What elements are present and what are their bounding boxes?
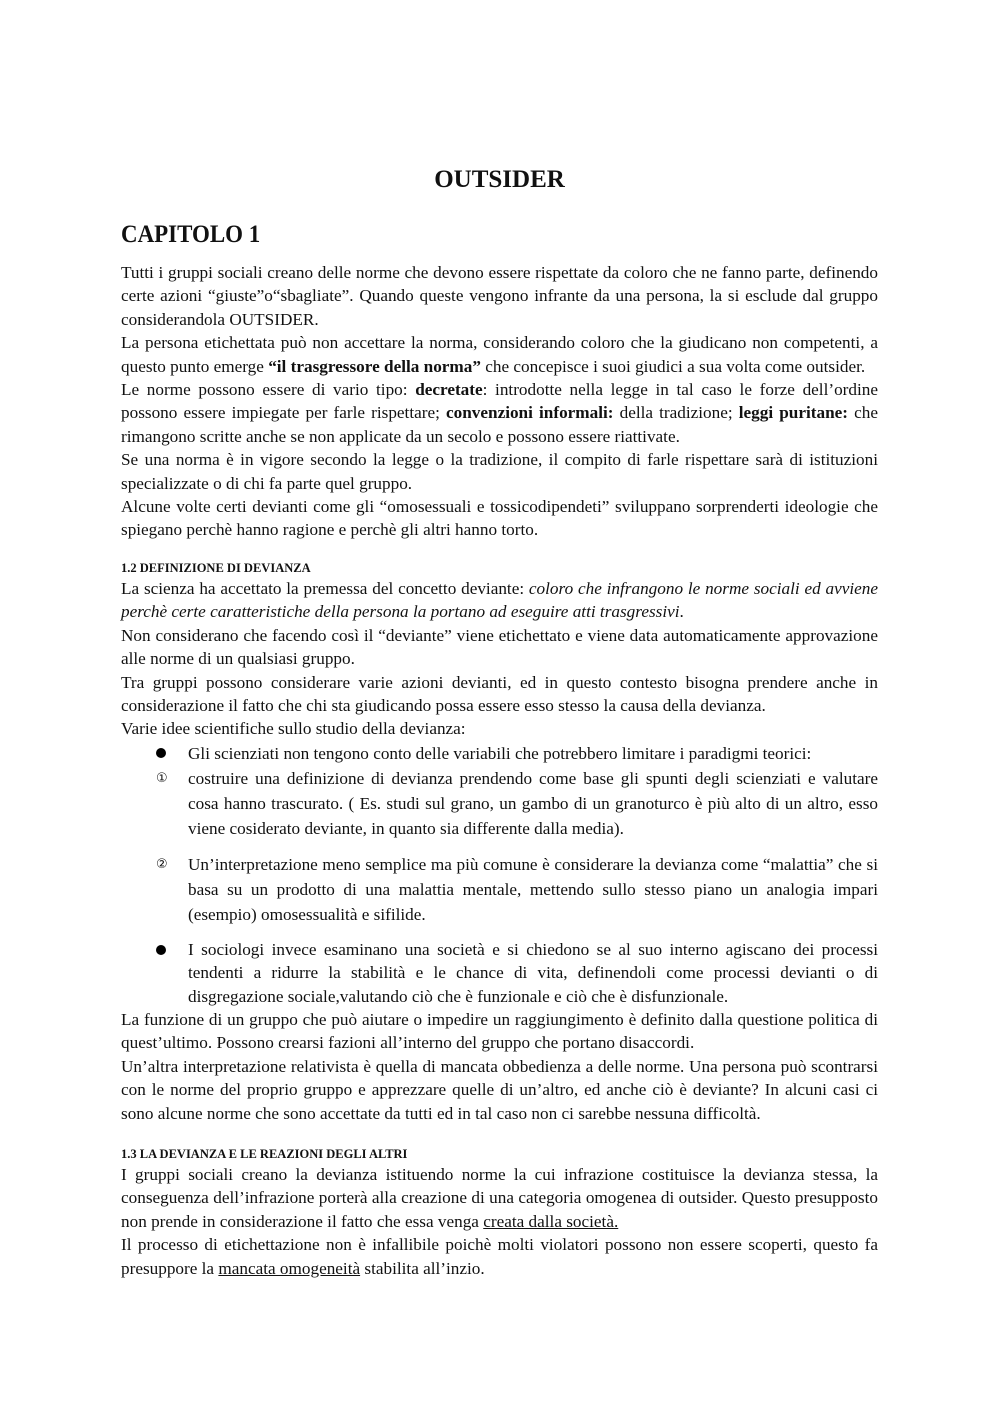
text-run: Le norme possono essere di vario tipo: [121, 380, 416, 400]
list-item-text: costruire una definizione di devianza prendendo come base gli spunti degli scienziati e valutare cosa hanno trascurato. ( Es. studi sul grano, un gambo di un granoturco è più alto di un altro, esso viene cosiderato deviante, in quanto sia differente dalla media). [188, 768, 878, 838]
text-run: I gruppi sociali creano la devianza istituendo norme la cui infrazione costituisce la devianza stessa, la conseguenza dell’infrazione porterà alla creazione di una categoria omogenea di outsider. Questo presupposto non prende in considerazione il fatto che essa venga [121, 1165, 878, 1231]
bullet-icon [156, 945, 166, 955]
text-run: : introdotte nella legge in tal caso le forze dell’ordine possono essere impiegate per farle rispettare; [121, 380, 878, 423]
text-run: Il processo di etichettazione non è infallibile poichè molti violatori possono non essere scoperti, questo fa presuppore la [121, 1235, 878, 1278]
text-run: . [679, 602, 684, 622]
section-1-3 [121, 1146, 878, 1280]
document-title: OUTSIDER [434, 166, 565, 193]
chapter-heading: CAPITOLO 1 [121, 219, 261, 248]
bold-term-convenzioni: convenzioni informali: [446, 403, 614, 423]
section3-paragraph-2 [121, 1233, 878, 1280]
section2-paragraph-4: Varie idee scientifiche sullo studio della devianza: [121, 719, 466, 739]
list-item-text: I sociologi invece esaminano una società e si chiedono se al suo interno agiscano dei processi tendenti a ridurre la stabilità e le chance di vita, definendoli come processi devianti o di disgregazione sociale,valutando ciò che è funzionale e ciò che è disfunzionale. [188, 939, 878, 1006]
intro-paragraph-4: Se una norma è in vigore secondo la legge o la tradizione, il compito di farle rispettare sarà di istituzioni specializzate o di chi fa parte quel gruppo. [121, 450, 878, 493]
circled-two-icon: ② [156, 856, 168, 872]
list-item-numbered-2 [121, 852, 878, 927]
intro-section [121, 261, 878, 542]
bullet-icon [156, 748, 166, 758]
bold-term-decretate: decretate [415, 380, 483, 400]
section2-paragraph-6: Un’altra interpretazione relativista è quella di mancata obbedienza a delle norme. Una persona può scontrarsi con le norme del proprio gruppo e apprezzare quelle di un’altro, ed anche ciò è deviante? In alcuni casi ci sono alcune norme che sono accettate da tutti ed in tal caso non ci sarebbe nessuna difficoltà. [121, 1056, 878, 1123]
text-run: della tradizione; [613, 403, 739, 423]
section3-paragraph-1 [121, 1163, 878, 1233]
list-spacer [121, 841, 878, 852]
list-item-bullet-1 [121, 741, 878, 766]
underlined-phrase: creata dalla società. [483, 1211, 619, 1231]
section2-paragraph-2: Non considerano che facendo così il “deviante” viene etichettato e viene data automaticamente approvazione alle norme di un qualsiasi gruppo. [121, 625, 878, 669]
text-run: che rimangono scritte anche se non applicate da un secolo e possono essere riattivate. [121, 403, 878, 446]
bold-term-trasgressore: “il trasgressore della norma” [268, 356, 481, 376]
list-item-bullet-2 [121, 938, 878, 1008]
bold-term-leggi-puritane: leggi puritane: [738, 403, 848, 423]
text-run: stabilita all’inzio. [360, 1258, 485, 1278]
circled-one-icon: ① [156, 770, 168, 786]
list-spacer [121, 927, 878, 938]
section-heading-1-3: 1.3 LA DEVIANZA E LE REAZIONI DEGLI ALTRI [121, 1147, 408, 1161]
underlined-phrase: mancata omogeneità [218, 1258, 361, 1278]
italic-definition: coloro che infrangono le norme sociali ed avviene perchè certe caratteristiche della persona la portano ad eseguire atti trasgressivi [121, 579, 878, 622]
intro-paragraph-2 [121, 331, 878, 378]
text-run: La scienza ha accettato la premessa del concetto deviante: [121, 579, 529, 598]
text-run: La persona etichettata può non accettare la norma, considerando coloro che la giudicano non competenti, a questo punto emerge [121, 333, 878, 376]
intro-paragraph-5: Alcune volte certi devianti come gli “omosessuali e tossicodipendeti” sviluppano sorprenderti ideologie che spiegano perchè hanno ragione e perchè gli altri hanno torto. [121, 497, 878, 540]
intro-paragraph-3 [121, 378, 878, 448]
section-heading-1-2: 1.2 DEFINIZIONE DI DEVIANZA [121, 561, 311, 575]
text-run: che concepisce i suoi giudici a sua volta come outsider. [480, 356, 866, 376]
section2-paragraph-3: Tra gruppi possono considerare varie azioni devianti, ed in questo contesto bisogna prendere anche in considerazione il fatto che chi sta giudicando possa essere esso stesso la causa della devianza. [121, 672, 878, 716]
list-item-text: Gli scienziati non tengono conto delle variabili che potrebbero limitare i paradigmi teorici: [188, 743, 812, 763]
list-item-numbered-1 [121, 766, 878, 841]
devianza-list [121, 741, 878, 1008]
intro-paragraph-1: Tutti i gruppi sociali creano delle norme che devono essere rispettate da coloro che ne fanno parte, definendo certe azioni “giuste”o“sbagliate”. Quando queste vengono infrante da una persona, la si esclude dal gruppo considerandola OUTSIDER. [121, 263, 878, 329]
section-1-2 [121, 560, 878, 1125]
list-item-text: Un’interpretazione meno semplice ma più comune è considerare la devianza come “malattia” che si basa su un prodotto di una malattia mentale, mettendo sullo stesso piano un analogia impari (esempio) omosessualità e sifilide. [188, 854, 878, 924]
section2-paragraph-1 [121, 577, 878, 624]
section2-paragraph-5: La funzione di un gruppo che può aiutare o impedire un raggiungimento è definito dalla questione politica di quest’ultimo. Possono crearsi fazioni all’interno del gruppo che portano disaccordi. [121, 1010, 878, 1053]
